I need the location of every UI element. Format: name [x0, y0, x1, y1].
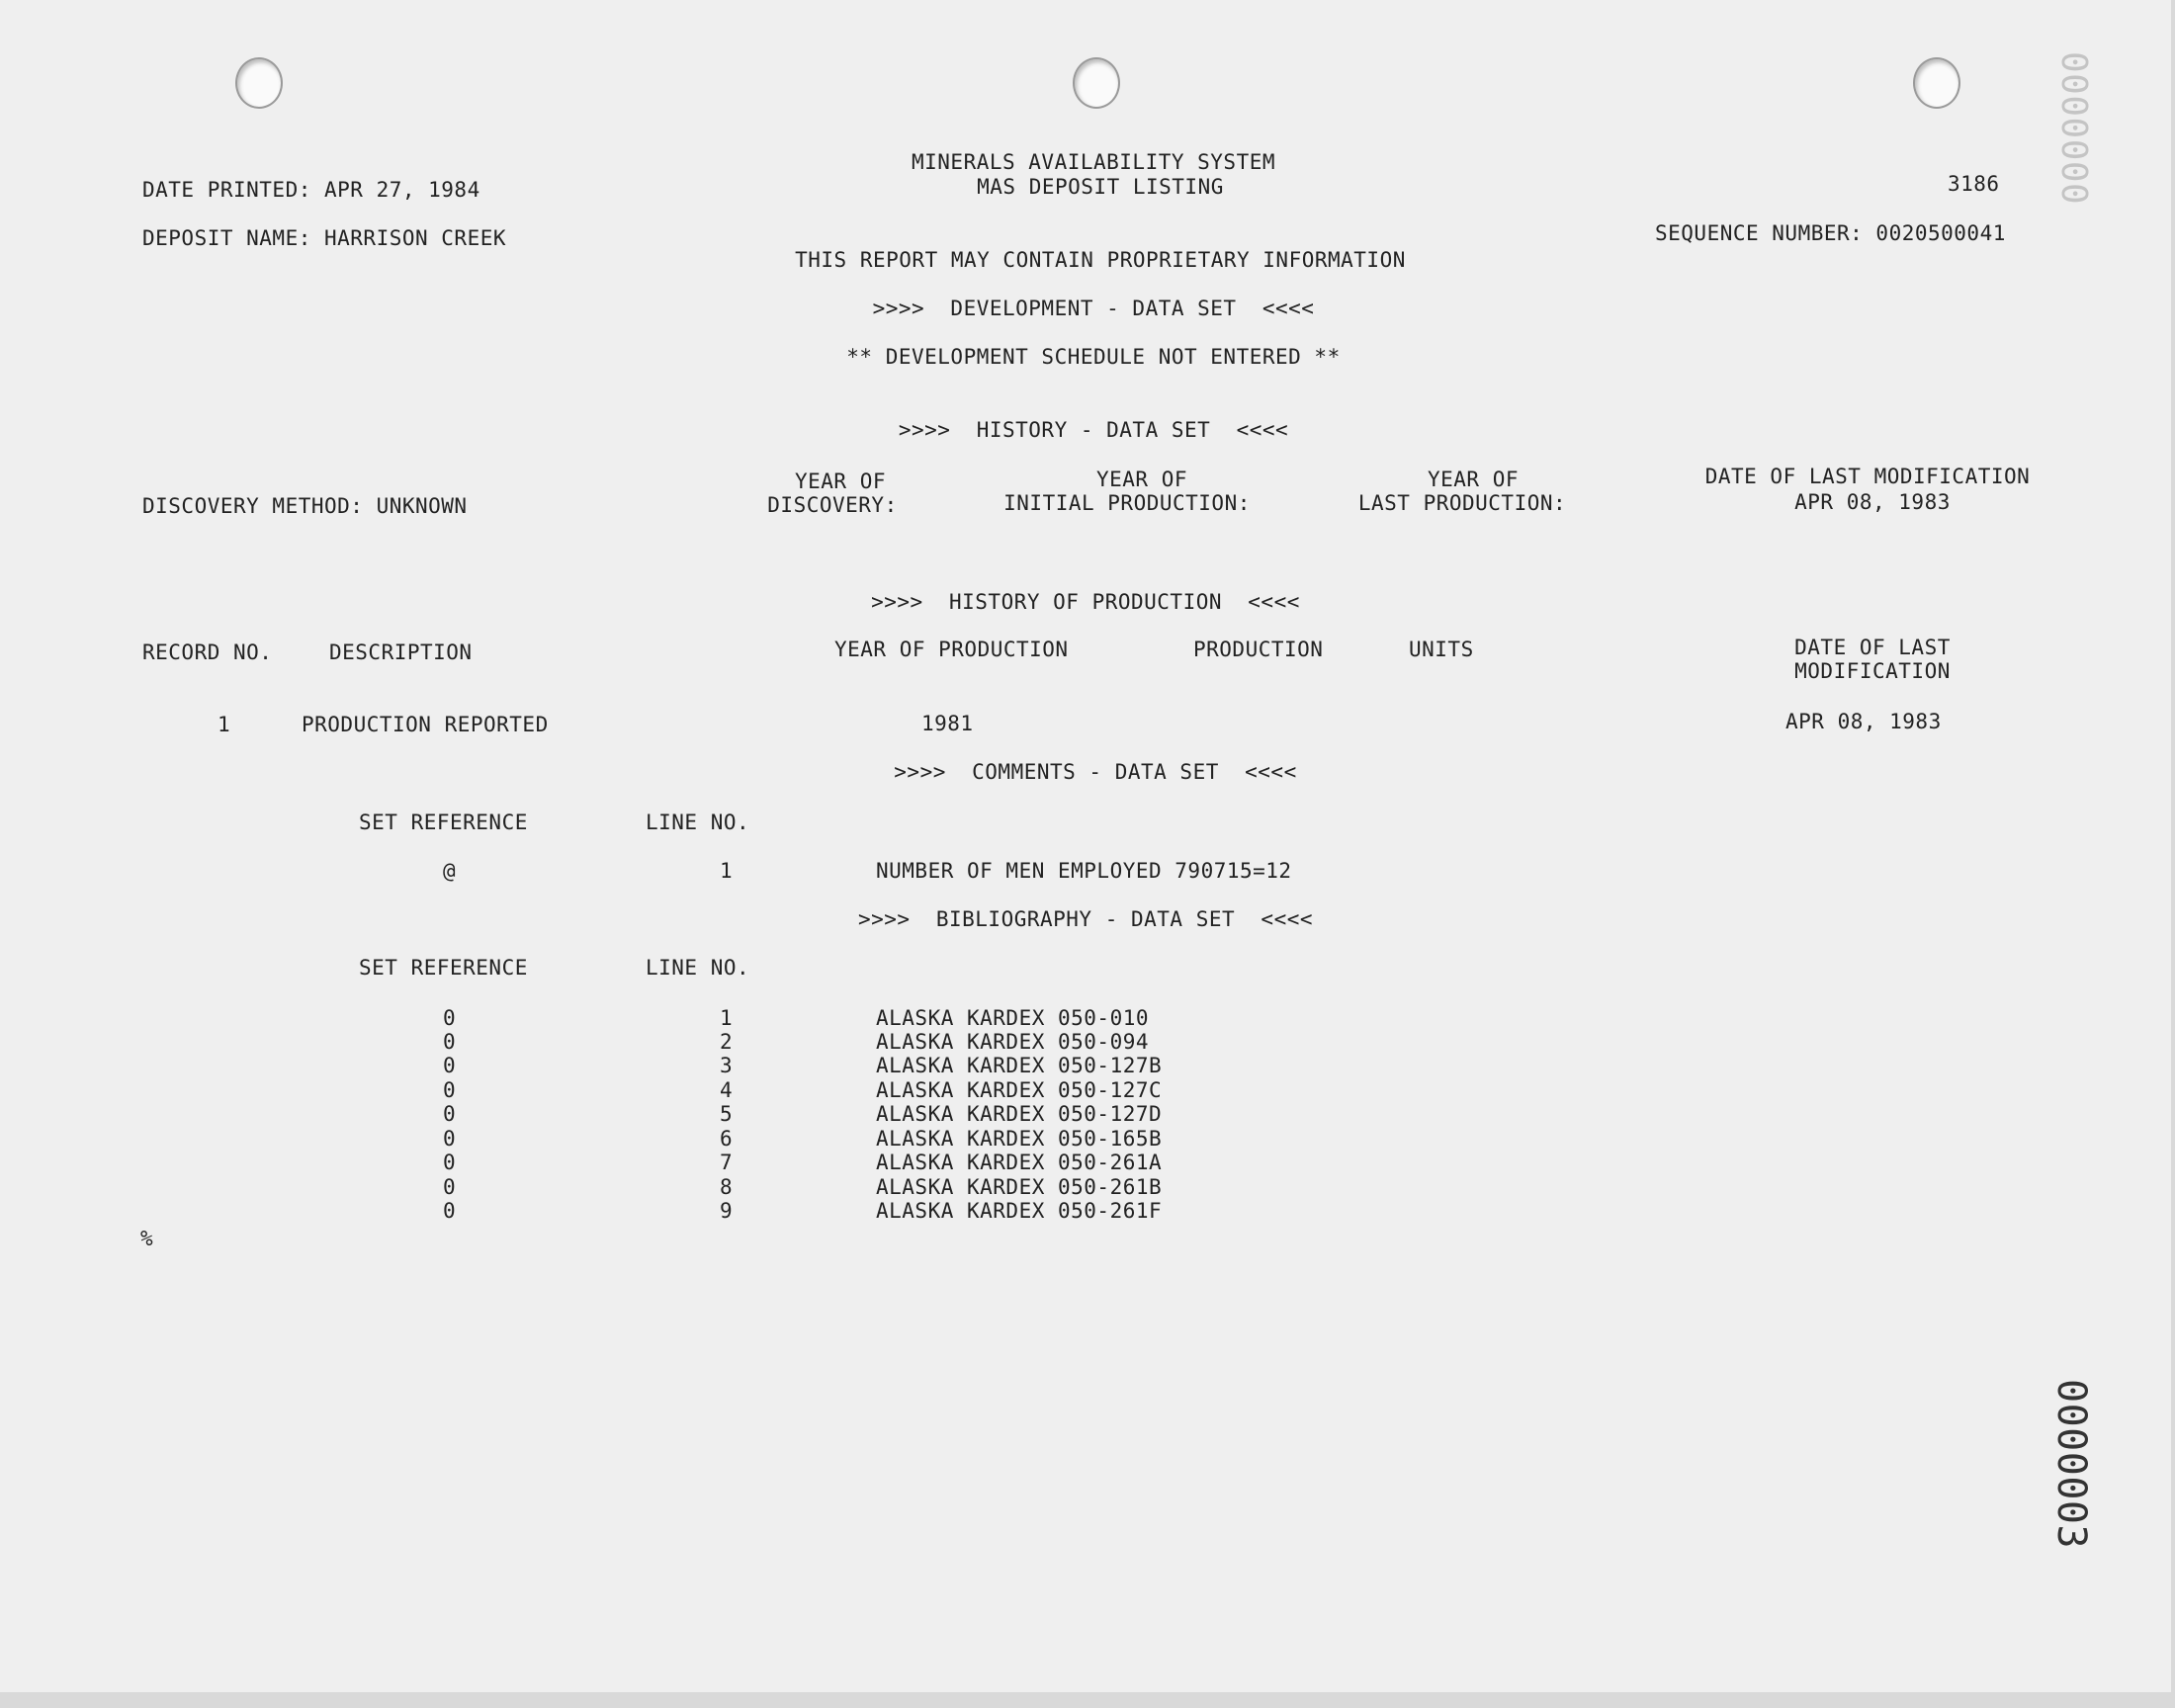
table-row	[0, 1151, 2171, 1175]
biblio-set-reference: 0	[443, 1102, 457, 1126]
col-units: UNITS	[1409, 638, 1474, 661]
comments-col-line-no: LINE NO.	[646, 811, 750, 834]
biblio-text: ALASKA KARDEX 050-261A	[876, 1151, 1163, 1174]
discovery-method: DISCOVERY METHOD: UNKNOWN	[142, 494, 468, 518]
biblio-line-no: 7	[720, 1151, 734, 1174]
col-description: DESCRIPTION	[329, 640, 473, 664]
production-description: PRODUCTION REPORTED	[302, 713, 549, 736]
biblio-set-reference: 0	[443, 1078, 457, 1102]
table-row	[0, 1030, 2171, 1055]
biblio-set-reference: 0	[443, 1175, 457, 1199]
col-date-last-mod-1: DATE OF LAST	[1794, 636, 1951, 659]
production-heading: >>>> HISTORY OF PRODUCTION <<<<	[871, 590, 1300, 614]
production-date-last-mod: APR 08, 1983	[1785, 710, 1942, 733]
deposit-name: DEPOSIT NAME: HARRISON CREEK	[142, 226, 507, 250]
col-date-last-mod-2: MODIFICATION	[1794, 659, 1951, 683]
biblio-text: ALASKA KARDEX 050-127B	[876, 1054, 1163, 1077]
system-title: MINERALS AVAILABILITY SYSTEM	[911, 150, 1276, 174]
bibliography-col-set-reference: SET REFERENCE	[359, 956, 528, 980]
biblio-text: ALASKA KARDEX 050-165B	[876, 1127, 1163, 1151]
table-row	[0, 1054, 2171, 1078]
page-id: 3186	[1948, 172, 2000, 196]
production-year: 1981	[921, 712, 974, 735]
comments-heading: >>>> COMMENTS - DATA SET <<<<	[894, 760, 1297, 784]
col-record-no: RECORD NO.	[142, 640, 273, 664]
biblio-line-no: 8	[720, 1175, 734, 1199]
biblio-text: ALASKA KARDEX 050-127C	[876, 1078, 1163, 1102]
biblio-text: ALASKA KARDEX 050-261B	[876, 1175, 1163, 1199]
biblio-text: ALASKA KARDEX 050-261F	[876, 1199, 1163, 1223]
year-of-discovery-label-1: YEAR OF	[794, 470, 887, 493]
biblio-text: ALASKA KARDEX 050-010	[876, 1006, 1150, 1030]
biblio-line-no: 4	[720, 1078, 734, 1102]
development-note: ** DEVELOPMENT SCHEDULE NOT ENTERED **	[846, 345, 1341, 369]
biblio-text: ALASKA KARDEX 050-127D	[876, 1102, 1163, 1126]
table-row	[0, 1199, 2171, 1224]
punch-hole-center	[1073, 57, 1120, 109]
comment-line-no: 1	[720, 859, 734, 883]
year-of-initial-label-2: INITIAL PRODUCTION:	[1003, 491, 1251, 515]
year-of-discovery-label-2: DISCOVERY:	[767, 493, 898, 517]
table-row	[0, 1006, 2171, 1031]
date-last-mod-value: APR 08, 1983	[1794, 490, 1951, 514]
bibliography-col-line-no: LINE NO.	[646, 956, 750, 980]
date-last-mod-label: DATE OF LAST MODIFICATION	[1704, 465, 2031, 488]
biblio-line-no: 9	[720, 1199, 734, 1223]
bibliography-heading: >>>> BIBLIOGRAPHY - DATA SET <<<<	[857, 907, 1314, 931]
punch-hole-right	[1913, 57, 1960, 109]
year-of-last-label-2: LAST PRODUCTION:	[1357, 491, 1567, 515]
comment-set-reference: @	[443, 859, 457, 883]
table-row	[0, 1127, 2171, 1152]
frame-stamp-bottom: 0000003	[2048, 1379, 2094, 1550]
biblio-line-no: 6	[720, 1127, 734, 1151]
table-row	[0, 1102, 2171, 1127]
table-row	[0, 1078, 2171, 1103]
biblio-line-no: 1	[720, 1006, 734, 1030]
listing-title: MAS DEPOSIT LISTING	[977, 175, 1224, 199]
frame-stamp-top: 0000000	[2053, 51, 2094, 206]
biblio-line-no: 2	[720, 1030, 734, 1054]
punch-hole-left	[235, 57, 283, 109]
development-heading: >>>> DEVELOPMENT - DATA SET <<<<	[872, 297, 1315, 320]
biblio-set-reference: 0	[443, 1030, 457, 1054]
production-record-no: 1	[218, 713, 231, 736]
biblio-set-reference: 0	[443, 1127, 457, 1151]
biblio-set-reference: 0	[443, 1054, 457, 1077]
comment-text: NUMBER OF MEN EMPLOYED 790715=12	[876, 859, 1292, 883]
date-printed: DATE PRINTED: APR 27, 1984	[142, 178, 480, 202]
biblio-text: ALASKA KARDEX 050-094	[876, 1030, 1150, 1054]
biblio-set-reference: 0	[443, 1006, 457, 1030]
biblio-set-reference: 0	[443, 1199, 457, 1223]
year-of-initial-label-1: YEAR OF	[1095, 468, 1188, 491]
sequence-number: SEQUENCE NUMBER: 0020500041	[1655, 221, 2006, 245]
year-of-last-label-1: YEAR OF	[1427, 468, 1520, 491]
percent-mark: %	[140, 1227, 154, 1250]
col-year-of-production: YEAR OF PRODUCTION	[834, 638, 1069, 661]
comments-col-set-reference: SET REFERENCE	[359, 811, 528, 834]
history-heading: >>>> HISTORY - DATA SET <<<<	[898, 418, 1289, 442]
table-row	[0, 1175, 2171, 1200]
biblio-set-reference: 0	[443, 1151, 457, 1174]
proprietary-notice: THIS REPORT MAY CONTAIN PROPRIETARY INFORMATION	[795, 248, 1406, 272]
col-production: PRODUCTION	[1193, 638, 1324, 661]
biblio-line-no: 5	[720, 1102, 734, 1126]
biblio-line-no: 3	[720, 1054, 734, 1077]
